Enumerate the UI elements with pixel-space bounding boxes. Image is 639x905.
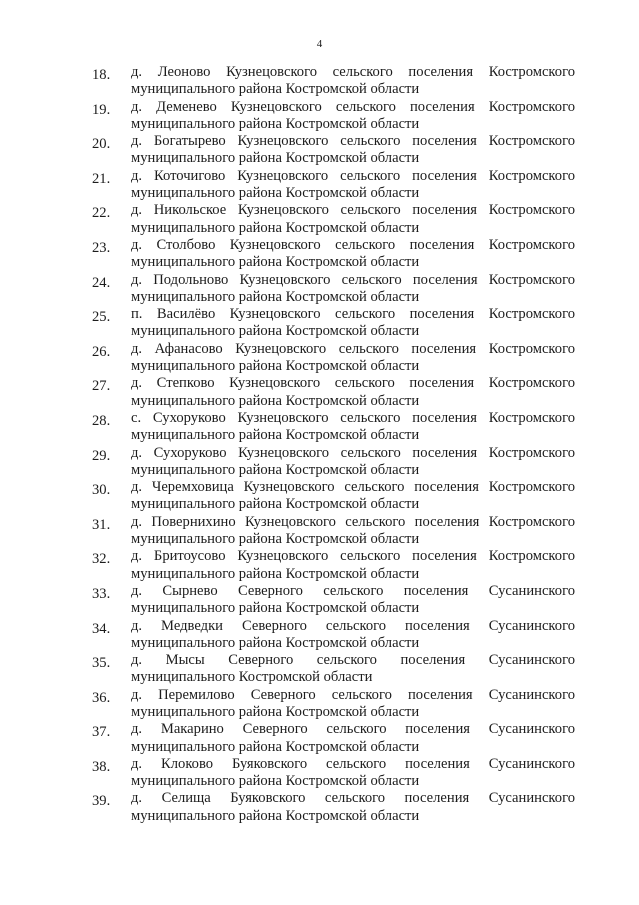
item-line-2: муниципального района Костромской области xyxy=(131,807,420,824)
page-number: 4 xyxy=(316,38,323,50)
item-text xyxy=(131,756,575,791)
item-text xyxy=(131,341,575,376)
item-line-1: д. Афанасово Кузнецовского сельского поселения Костромского xyxy=(131,340,575,357)
settlement-list xyxy=(0,64,639,825)
list-item xyxy=(0,272,639,307)
item-text xyxy=(131,133,575,168)
item-number: 18. xyxy=(92,67,111,83)
item-number: 23. xyxy=(92,239,111,256)
item-line-2: муниципального района Костромской области xyxy=(131,323,420,340)
item-text xyxy=(131,687,575,722)
item-line-1: д. Богатырево Кузнецовского сельского поселения Костромского xyxy=(131,133,575,150)
item-line-2: муниципального района Костромской области xyxy=(131,254,420,271)
item-line-2: муниципального района Костромской области xyxy=(131,600,420,617)
item-text xyxy=(131,306,575,341)
item-text xyxy=(131,479,575,514)
item-line-1: д. Мысы Северного сельского поселения Сусанинского xyxy=(131,652,575,669)
list-item xyxy=(0,479,639,514)
item-number: 34. xyxy=(92,620,111,637)
item-line-2: муниципального района Костромской области xyxy=(131,496,420,513)
item-text xyxy=(131,514,575,549)
item-line-1: д. Подольново Кузнецовского сельского поселения Костромского xyxy=(131,271,575,288)
item-line-2: муниципального района Костромской области xyxy=(131,703,420,720)
item-text xyxy=(131,99,575,134)
list-item xyxy=(0,410,639,445)
item-line-2: муниципального района Костромской области xyxy=(131,288,420,305)
list-item xyxy=(0,237,639,272)
item-line-2: муниципального района Костромской области xyxy=(131,738,420,755)
item-line-2: муниципального района Костромской области xyxy=(131,219,420,236)
item-line-1: д. Селища Буяковского сельского поселения Сусанинского xyxy=(131,790,575,807)
item-line-2: муниципального района Костромской области xyxy=(131,81,420,98)
item-number: 24. xyxy=(92,274,111,291)
item-text xyxy=(131,375,575,410)
list-item xyxy=(0,202,639,237)
item-line-1: с. Сухоруково Кузнецовского сельского поселения Костромского xyxy=(131,409,575,426)
item-number: 21. xyxy=(92,170,111,187)
item-line-1: д. Леоново Кузнецовского сельского поселения Костромского xyxy=(131,64,575,80)
item-number: 36. xyxy=(92,689,111,706)
item-line-1: д. Клоково Буяковского сельского поселения Сусанинского xyxy=(131,755,575,772)
list-item xyxy=(0,652,639,687)
item-line-2: муниципального района Костромской области xyxy=(131,531,420,548)
list-item xyxy=(0,583,639,618)
item-line-1: д. Столбово Кузнецовского сельского поселения Костромского xyxy=(131,236,575,253)
item-number: 38. xyxy=(92,758,111,775)
item-text xyxy=(131,272,575,307)
item-text xyxy=(131,237,575,272)
item-text xyxy=(131,410,575,445)
item-text xyxy=(131,618,575,653)
list-item xyxy=(0,445,639,480)
item-line-2: муниципального района Костромской области xyxy=(131,115,420,132)
list-item xyxy=(0,721,639,756)
item-number: 29. xyxy=(92,447,111,464)
item-line-2: муниципального района Костромской области xyxy=(131,150,420,167)
item-line-1: д. Сырнево Северного сельского поселения Сусанинского xyxy=(131,582,575,599)
item-line-1: д. Коточигово Кузнецовского сельского поселения Костромского xyxy=(131,167,575,184)
item-text xyxy=(131,445,575,480)
item-number: 27. xyxy=(92,378,111,395)
list-item xyxy=(0,375,639,410)
item-number: 33. xyxy=(92,585,111,602)
item-number: 35. xyxy=(92,655,111,672)
item-line-2: муниципального района Костромской области xyxy=(131,773,420,790)
item-text xyxy=(131,64,575,99)
item-line-2: муниципального района Костромской области xyxy=(131,565,420,582)
item-line-1: д. Никольское Кузнецовского сельского поселения Костромского xyxy=(131,202,575,219)
item-number: 26. xyxy=(92,343,111,360)
item-line-2: муниципального Костромской области xyxy=(131,669,373,686)
item-line-1: д. Деменево Кузнецовского сельского поселения Костромского xyxy=(131,98,575,115)
item-number: 22. xyxy=(92,205,111,222)
item-line-1: д. Повернихино Кузнецовского сельского поселения Костромского xyxy=(131,513,575,530)
item-line-2: муниципального района Костромской области xyxy=(131,634,420,651)
list-item xyxy=(0,64,639,99)
list-item xyxy=(0,514,639,549)
item-text xyxy=(131,202,575,237)
item-number: 37. xyxy=(92,724,111,741)
item-text xyxy=(131,790,575,825)
item-line-1: д. Бритоусово Кузнецовского сельского поселения Костромского xyxy=(131,548,575,565)
item-line-1: д. Медведки Северного сельского поселения Сусанинского xyxy=(131,617,575,634)
item-number: 39. xyxy=(92,793,111,810)
item-line-1: д. Степково Кузнецовского сельского поселения Костромского xyxy=(131,375,575,392)
list-item xyxy=(0,99,639,134)
item-number: 28. xyxy=(92,412,111,429)
list-item xyxy=(0,341,639,376)
list-item xyxy=(0,618,639,653)
item-line-1: д. Сухоруково Кузнецовского сельского поселения Костромского xyxy=(131,444,575,461)
item-line-1: д. Макарино Северного сельского поселения Сусанинского xyxy=(131,721,575,738)
list-item xyxy=(0,133,639,168)
item-line-2: муниципального района Костромской области xyxy=(131,392,420,409)
item-number: 25. xyxy=(92,309,111,326)
item-number: 30. xyxy=(92,482,111,499)
list-item xyxy=(0,548,639,583)
item-line-1: д. Черемховица Кузнецовского сельского поселения Костромского xyxy=(131,479,575,496)
item-text xyxy=(131,721,575,756)
list-item xyxy=(0,687,639,722)
item-line-2: муниципального района Костромской области xyxy=(131,185,420,202)
item-number: 19. xyxy=(92,101,111,118)
item-line-2: муниципального района Костромской области xyxy=(131,427,420,444)
list-item xyxy=(0,756,639,791)
item-line-2: муниципального района Костромской области xyxy=(131,358,420,375)
item-text xyxy=(131,583,575,618)
item-line-1: п. Василёво Кузнецовского сельского поселения Костромского xyxy=(131,306,575,323)
list-item xyxy=(0,168,639,203)
item-text xyxy=(131,168,575,203)
item-text xyxy=(131,652,575,687)
item-text xyxy=(131,548,575,583)
item-line-1: д. Перемилово Северного сельского поселения Сусанинского xyxy=(131,686,575,703)
list-item xyxy=(0,790,639,825)
item-number: 31. xyxy=(92,516,111,533)
item-number: 20. xyxy=(92,136,111,153)
item-number: 32. xyxy=(92,551,111,568)
list-item xyxy=(0,306,639,341)
item-line-2: муниципального района Костромской области xyxy=(131,461,420,478)
